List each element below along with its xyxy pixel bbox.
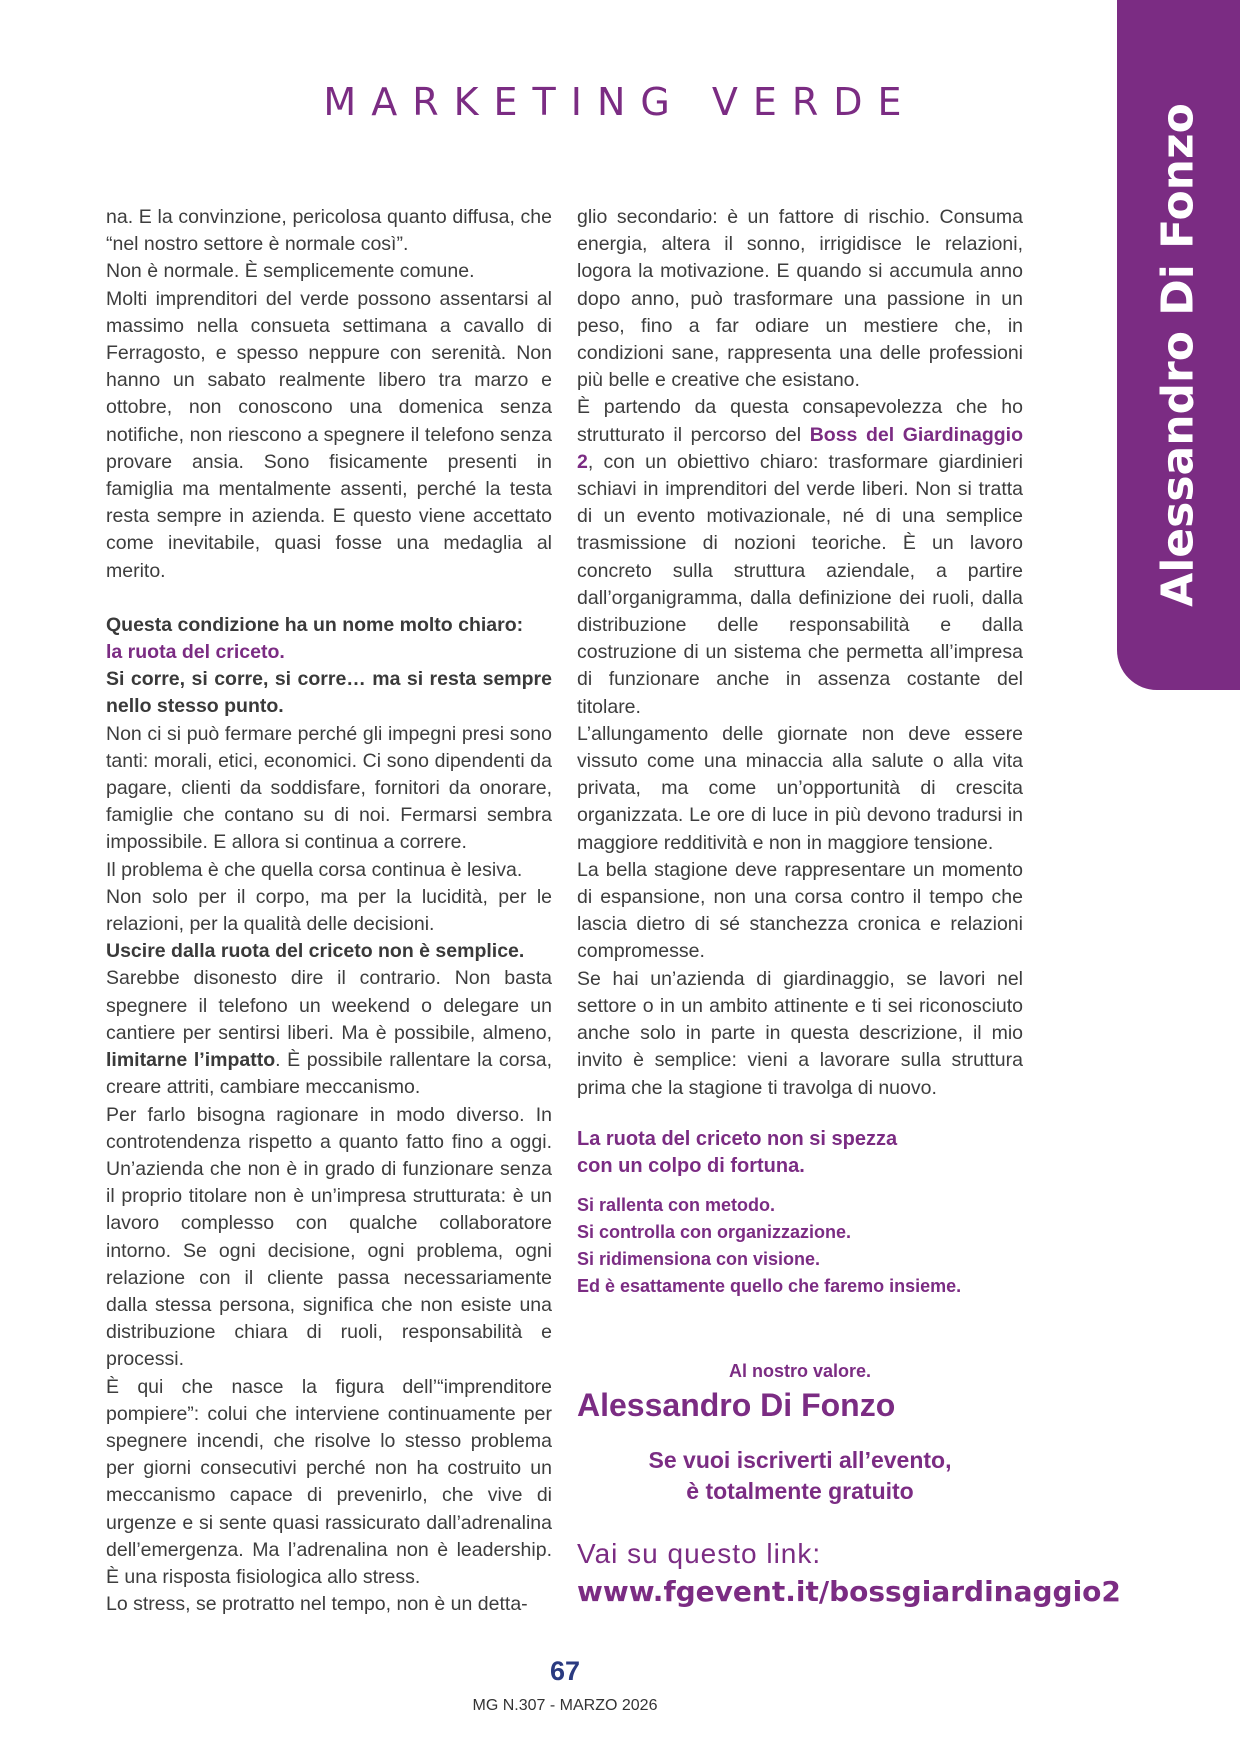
spacer bbox=[577, 1507, 1023, 1535]
paragraph: Non è normale. È semplicemente comune. bbox=[106, 260, 475, 283]
list-item: Si ridimensiona con visione. bbox=[577, 1248, 821, 1269]
event-line: Se vuoi iscriverti all’evento, bbox=[648, 1446, 952, 1473]
spacer bbox=[577, 1180, 1023, 1192]
list-item: Si controlla con organizzazione. bbox=[577, 1221, 852, 1242]
text-run: Sarebbe disonesto dire il contrario. Non basta spegnere il telefono un weekend o delegare un cantiere per sentirsi liberi. Ma è possibile, almeno, bbox=[106, 967, 552, 1044]
paragraph: Lo stress, se protratto nel tempo, non è un detta- bbox=[106, 1593, 528, 1616]
author-side-tab bbox=[1117, 0, 1240, 690]
closing-line: Al nostro valore. bbox=[728, 1360, 872, 1381]
callout-line: La ruota del criceto non si spezza bbox=[577, 1127, 898, 1150]
page-number: 67 bbox=[549, 1656, 581, 1686]
spacer bbox=[577, 1425, 1023, 1445]
paragraph: Non ci si può fermare perché gli impegni presi sono tanti: morali, etici, economici. Ci sono dipendenti da pagare, clienti da soddisfare, fornitori da onorare, famiglie che contano su di noi. Fermarsi sembra impossibile. E allora si continua a correre. bbox=[106, 722, 552, 854]
link-label: Vai su questo link: bbox=[577, 1537, 822, 1569]
author-tab-label: Alessandro Di Fonzo bbox=[1152, 103, 1204, 607]
paragraph: Molti imprenditori del verde possono assentarsi al massimo nella consueta settimana a cavallo di Ferragosto, e spesso neppure con serenità. Non hanno un sabato realmente libero tra marzo e ottobre, non conoscono una domenica senza notifiche, non riescono a spegnere il telefono senza provare ansia. Sono fisicamente presenti in famiglia ma mentalmente assenti, perché la testa resta sempre in azienda. E questo viene accettato come inevitabile, quasi fosse una medaglia al merito. bbox=[106, 287, 552, 582]
paragraph: Per farlo bisogna ragionare in modo diverso. In controtendenza rispetto a quanto fatto fino a oggi. Un’azienda che non è in grado di funzionare senza il proprio titolare non è un’impresa strutturata: è un lavoro complesso con qualche collaboratore intorno. Se ogni decisione, ogni problema, ogni relazione con il cliente passa necessariamente dalla stessa persona, significa che non esiste una distribuzione chiara di ruoli, responsabilità e processi. bbox=[106, 1103, 552, 1371]
brand-name: Boss del Giardinaggio 2 bbox=[577, 423, 1023, 473]
event-line: è totalmente gratuito bbox=[686, 1477, 914, 1504]
paragraph: È qui che nasce la figura dell’“imprenditore pompiere”: colui che interviene continuamente per spegnere incendi, che risolve lo stesso problema per giorni consecutivi perché non ha costruito un meccanismo capace di prevenirlo, che vive di urgenze e si sente quasi rassicurato dall’adrenalina dell’emergenza. Ma l’adrenalina non è leadership. È una risposta fisiologica allo stress. bbox=[106, 1375, 552, 1588]
list-item: Ed è esattamente quello che faremo insieme. bbox=[577, 1275, 962, 1296]
subheading-highlight: la ruota del criceto. bbox=[106, 641, 285, 664]
subheading: Uscire dalla ruota del criceto non è semplice. bbox=[106, 940, 525, 963]
text-run: . È possibile rallentare la corsa, creare attriti, cambiare meccanismo. bbox=[106, 1049, 552, 1099]
right-column bbox=[577, 204, 1121, 1611]
paragraph: Se hai un’azienda di giardinaggio, se lavori nel settore o in un ambito attinente e ti sei riconosciuto anche solo in parte in questa descrizione, il mio invito è semplice: vieni a lavorare sulla struttura prima che la stagione ti travolga di nuovo. bbox=[577, 967, 1023, 1099]
subheading: Si corre, si corre, si corre… ma si resta sempre nello stesso punto. bbox=[106, 668, 552, 718]
paragraph: L’allungamento delle giornate non deve essere vissuto come una minaccia alla salute o alla vita privata, ma come un’opportunità di crescita organizzata. Le ore di luce in più devono tradursi in maggiore redditività e non in maggiore tensione. bbox=[577, 722, 1023, 854]
spacer bbox=[577, 1300, 1023, 1358]
subheading: Questa condizione ha un nome molto chiaro: bbox=[106, 613, 524, 636]
section-title: MARKETING VERDE bbox=[323, 80, 917, 124]
paragraph: glio secondario: è un fattore di rischio. Consuma energia, altera il sonno, irrigidisce le relazioni, logora la motivazione. E quando si accumula anno dopo anno, può trasformare una passione in un peso, fino a far odiare un mestiere che, in condizioni sane, rappresenta una delle professioni più belle e creative che esistano. bbox=[577, 206, 1023, 392]
spacer bbox=[106, 585, 552, 612]
text-run: , con un obiettivo chiaro: trasformare giardinieri schiavi in imprenditori del verde liberi. Non si tratta di un evento motivazionale, né di una semplice trasmissione di nozioni teoriche. È un lavoro concreto sulla struttura aziendale, a partire dall’organigramma, dalla definizione dei ruoli, dalla distribuzione delle responsabilità e dalla costruzione di un sistema che permetta all’impresa di funzionare anche in assenza costante del titolare. bbox=[577, 450, 1023, 718]
event-link[interactable]: www.fgevent.it/bossgiardinaggio2 bbox=[577, 1574, 1121, 1608]
paragraph bbox=[106, 965, 552, 1101]
paragraph bbox=[577, 394, 1023, 720]
callout-line: con un colpo di fortuna. bbox=[577, 1154, 805, 1177]
paragraph: Non solo per il corpo, ma per la lucidità, per le relazioni, per la qualità delle decisioni. bbox=[106, 885, 552, 936]
emphasis: limitarne l’impatto bbox=[106, 1049, 276, 1072]
signature-name: Alessandro Di Fonzo bbox=[577, 1386, 896, 1423]
left-column bbox=[106, 204, 552, 1618]
paragraph: Il problema è che quella corsa continua è lesiva. bbox=[106, 858, 523, 881]
text-run: È partendo da questa consapevolezza che ho strutturato il percorso del bbox=[577, 396, 1023, 446]
list-item: Si rallenta con metodo. bbox=[577, 1194, 776, 1215]
paragraph: na. E la convinzione, pericolosa quanto diffusa, che “nel nostro settore è normale così”. bbox=[106, 206, 552, 256]
spacer bbox=[577, 1102, 1023, 1126]
paragraph: La bella stagione deve rappresentare un momento di espansione, non una corsa contro il tempo che lascia dietro di sé stanchezza cronica e relazioni compromesse. bbox=[577, 858, 1023, 963]
issue-info: MG N.307 - MARZO 2026 bbox=[472, 1697, 658, 1714]
